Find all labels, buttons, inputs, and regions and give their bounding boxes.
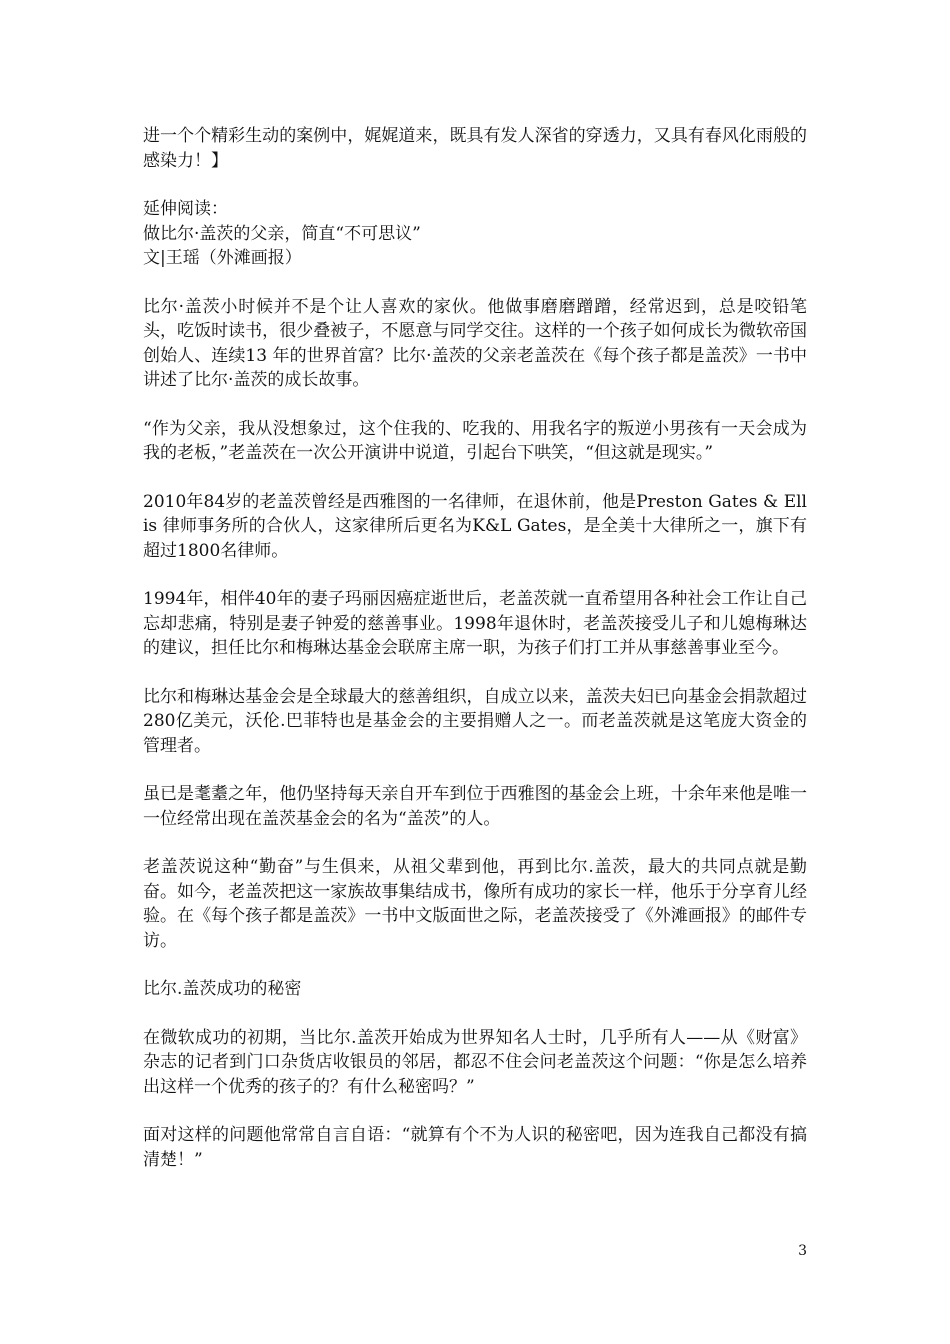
article-byline: 文|王瑶（外滩画报） [143, 248, 302, 268]
paragraph: 1994年，相伴40年的妻子玛丽因癌症逝世后，老盖茨就一直希望用各种社会工作让自己忘却悲痛，特别是妻子钟爱的慈善事业。1998年退休时，老盖茨接受儿子和儿媳梅琳达的建议，担任比尔和梅琳达基金会联席主席一职，为孩子们打工并从事慈善事业至今。 [143, 589, 807, 658]
paragraph: 老盖茨说这种“勤奋”与生俱来，从祖父辈到他，再到比尔.盖茨，最大的共同点就是勤奋。如今，老盖茨把这一家族故事集结成书，像所有成功的家长一样，他乐于分享育儿经验。在《每个孩子都是盖茨》一书中文版面世之际，老盖茨接受了《外滩画报》的邮件专访。 [143, 857, 807, 951]
section-heading: 比尔.盖茨成功的秘密 [143, 979, 302, 999]
extended-reading-label: 延伸阅读： [143, 199, 228, 219]
paragraph: 在微软成功的初期，当比尔.盖茨开始成为世界知名人士时，几乎所有人——从《财富》杂志的记者到门口杂货店收银员的邻居，都忍不住会问老盖茨这个问题：“你是怎么培养出这样一个优秀的孩子的？有什么秘密吗？” [143, 1027, 807, 1097]
paragraph: 比尔·盖茨小时候并不是个让人喜欢的家伙。他做事磨磨蹭蹭，经常迟到，总是咬铅笔头，吃饭时读书，很少叠被子，不愿意与同学交往。这样的一个孩子如何成长为微软帝国创始人、连续13 年的世界首富？比尔·盖茨的父亲老盖茨在《每个孩子都是盖茨》一书中讲述了比尔·盖茨的成长故事。 [143, 296, 807, 390]
paragraph: 比尔和梅琳达基金会是全球最大的慈善组织，自成立以来，盖茨夫妇已向基金会捐款超过280亿美元，沃伦.巴菲特也是基金会的主要捐赠人之一。而老盖茨就是这笔庞大资金的管理者。 [143, 686, 807, 756]
page-body [143, 124, 807, 1196]
paragraph: “作为父亲，我从没想象过，这个住我的、吃我的、用我名字的叛逆小男孩有一天会成为我的老板，”老盖茨在一次公开演讲中说道，引起台下哄笑，“但这就是现实。” [143, 418, 807, 463]
paragraph: 虽已是耄耋之年，他仍坚持每天亲自开车到位于西雅图的基金会上班，十余年来他是唯一一位经常出现在盖茨基金会的名为“盖茨”的人。 [143, 784, 807, 829]
paragraph-intro-end: 进一个个精彩生动的案例中，娓娓道来，既具有发人深省的穿透力，又具有春风化雨般的感染力！】 [143, 126, 807, 171]
page-number: 3 [798, 1243, 807, 1259]
paragraph: 面对这样的问题他常常自言自语：“就算有个不为人识的秘密吧，因为连我自己都没有搞清楚！” [143, 1125, 807, 1170]
paragraph: 2010年84岁的老盖茨曾经是西雅图的一名律师，在退休前，他是Preston Gates & Ellis 律师事务所的合伙人，这家律所后更名为K&L Gates，是全美十大律所之一，旗下有超过1800名律师。 [143, 491, 807, 561]
article-title: 做比尔·盖茨的父亲，简直“不可思议” [143, 223, 421, 244]
